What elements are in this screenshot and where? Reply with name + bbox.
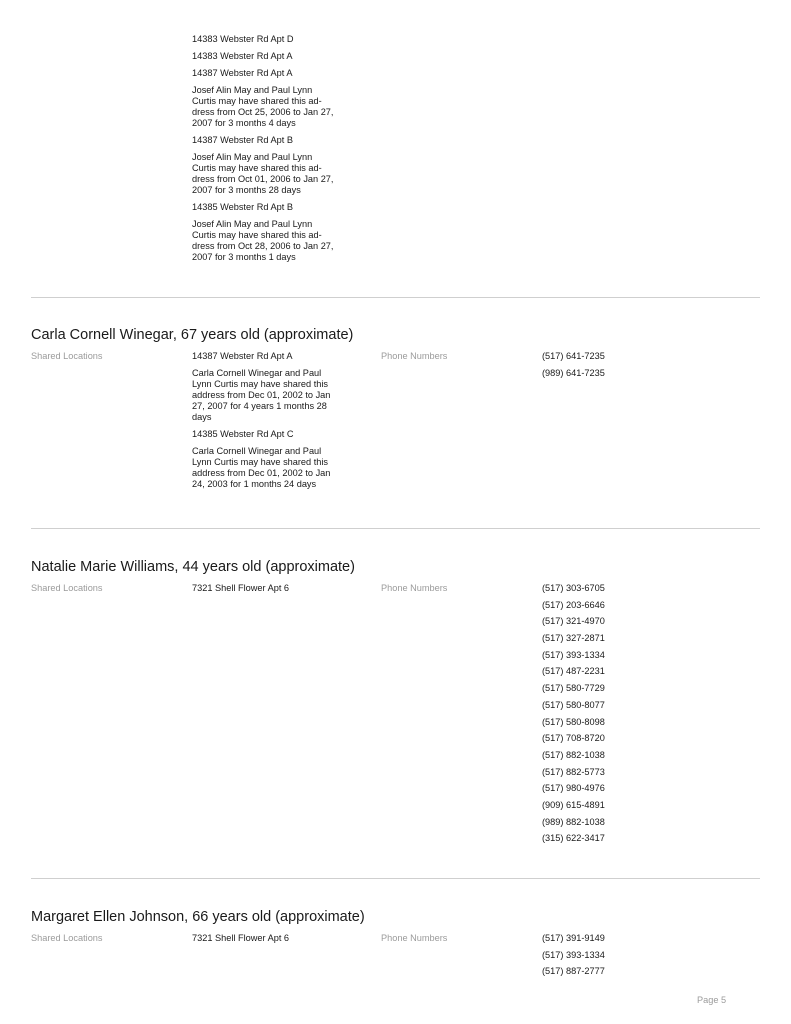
phone-number: (517) 487-2231 <box>542 666 605 677</box>
phone-number: (517) 580-8098 <box>542 716 605 727</box>
location-address: 14385 Webster Rd Apt B <box>192 202 293 212</box>
location-address: 14383 Webster Rd Apt A <box>192 51 293 61</box>
shared-locations-list <box>192 933 357 950</box>
location-entry <box>192 202 357 263</box>
location-address: 14387 Webster Rd Apt B <box>192 135 293 145</box>
phone-numbers-list <box>542 351 662 384</box>
phone-numbers-list <box>542 583 662 850</box>
phone-number: (517) 580-8077 <box>542 699 605 710</box>
location-entry <box>192 933 357 944</box>
phone-number: (517) 321-4970 <box>542 616 605 627</box>
location-address: 14387 Webster Rd Apt A <box>192 68 293 78</box>
location-shared-note: Josef Alin May and Paul Lynn Curtis may have shared this ad- dress from Oct 28, 2006 to Jan 27, 2007 for 3 months 1 days <box>192 219 334 262</box>
phone-number: (517) 327-2871 <box>542 633 605 644</box>
phone-number: (517) 580-7729 <box>542 683 605 694</box>
phone-number: (517) 641-7235 <box>542 351 605 361</box>
person-section-carla-winegar <box>31 326 760 489</box>
section-divider <box>31 297 760 298</box>
phone-number: (517) 708-8720 <box>542 733 605 744</box>
shared-locations-list <box>192 583 357 600</box>
shared-locations-label: Shared Locations <box>31 583 103 593</box>
section-divider <box>31 528 760 529</box>
phone-numbers-label: Phone Numbers <box>381 933 448 943</box>
phone-number: (517) 393-1334 <box>542 649 605 660</box>
location-address: 7321 Shell Flower Apt 6 <box>192 583 290 593</box>
location-shared-note: Josef Alin May and Paul Lynn Curtis may have shared this ad- dress from Oct 25, 2006 to Jan 27, 2007 for 3 months 4 days <box>192 85 334 128</box>
location-address: 7321 Shell Flower Apt 6 <box>192 933 290 943</box>
person-name: Natalie Marie Williams, 44 years old (approximate) <box>31 559 355 575</box>
phone-number: (909) 615-4891 <box>542 799 605 810</box>
person-name: Carla Cornell Winegar, 67 years old (approximate) <box>31 327 354 343</box>
phone-number: (517) 391-9149 <box>542 933 605 943</box>
phone-numbers-label: Phone Numbers <box>381 583 448 593</box>
shared-locations-list <box>192 351 357 496</box>
location-shared-note: Carla Cornell Winegar and Paul Lynn Curtis may have shared this address from Dec 01, 2002 to Jan 24, 2003 for 1 months 24 days <box>192 446 331 489</box>
location-entry <box>192 583 357 594</box>
continued-shared-locations <box>192 34 357 269</box>
phone-numbers-label: Phone Numbers <box>381 351 448 361</box>
page-number: Page 5 <box>697 995 727 1005</box>
location-entry <box>192 429 357 490</box>
location-shared-note: Josef Alin May and Paul Lynn Curtis may have shared this ad- dress from Oct 01, 2006 to Jan 27, 2007 for 3 months 28 days <box>192 152 334 195</box>
phone-number: (517) 393-1334 <box>542 949 605 960</box>
location-entry <box>192 135 357 196</box>
location-address: 14387 Webster Rd Apt A <box>192 351 293 361</box>
location-entry <box>192 51 357 62</box>
person-section-natalie-williams <box>31 558 760 844</box>
phone-number: (315) 622-3417 <box>542 833 605 844</box>
shared-locations-label: Shared Locations <box>31 351 103 361</box>
phone-number: (517) 303-6705 <box>542 583 605 593</box>
person-section-margaret-johnson <box>31 908 760 977</box>
phone-number: (989) 641-7235 <box>542 367 605 378</box>
person-name: Margaret Ellen Johnson, 66 years old (approximate) <box>31 909 365 925</box>
phone-number: (517) 882-1038 <box>542 749 605 760</box>
location-address: 14385 Webster Rd Apt C <box>192 429 294 439</box>
phone-numbers-list <box>542 933 662 983</box>
shared-locations-label: Shared Locations <box>31 933 103 943</box>
location-entry <box>192 34 357 45</box>
phone-number: (517) 203-6646 <box>542 599 605 610</box>
phone-number: (517) 887-2777 <box>542 966 605 977</box>
section-divider <box>31 878 760 879</box>
location-entry <box>192 351 357 423</box>
phone-number: (517) 882-5773 <box>542 766 605 777</box>
location-address: 14383 Webster Rd Apt D <box>192 34 294 44</box>
phone-number: (989) 882-1038 <box>542 816 605 827</box>
location-entry <box>192 68 357 129</box>
location-shared-note: Carla Cornell Winegar and Paul Lynn Curtis may have shared this address from Dec 01, 2002 to Jan 27, 2007 for 4 years 1 months 28 days <box>192 368 331 422</box>
phone-number: (517) 980-4976 <box>542 783 605 794</box>
